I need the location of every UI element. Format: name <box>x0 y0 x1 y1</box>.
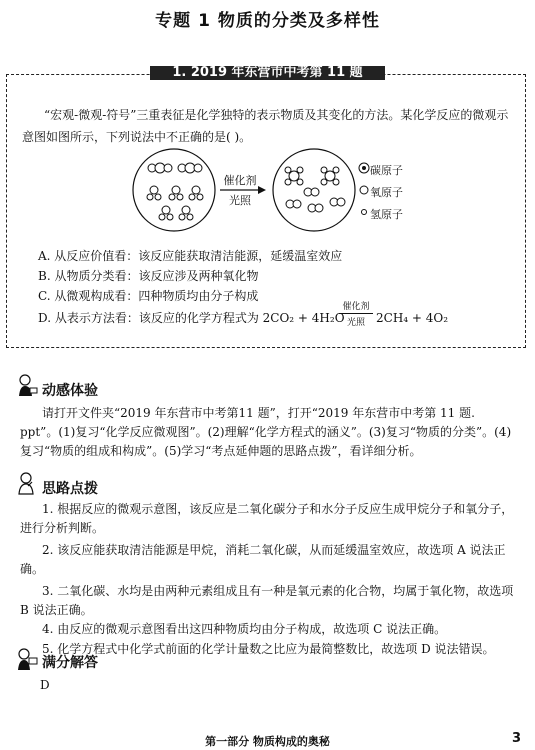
option-c: C. 从微观构成看：四种物质均由分子构成 <box>38 289 259 303</box>
equation-condition-top: 催化剂 <box>342 302 370 312</box>
person-icon <box>16 374 38 398</box>
product-molecules <box>285 167 345 212</box>
answer-text: D <box>40 678 50 692</box>
legend-carbon: 碳原子 <box>370 164 403 177</box>
equation-products: 2CH₄ + 4O₂ <box>376 311 449 325</box>
condition-light: 光照 <box>229 194 251 207</box>
reaction-diagram <box>130 146 410 236</box>
dynamic-text: 请打开文件夹“2019 年东营市中考第11 题”，打开“2019 年东营市中考第 11 题. ppt”。(1)复习“化学反应微观图”。(2)理解“化学方程式的涵义”。(3)复习“物质的分类”。(4)复习“物质的组成和构成”。(5)学习“考点延伸题的思路点拨”，看详细分析。 <box>20 406 512 458</box>
question-text: “宏观-微观-符号”三重表征是化学独特的表示物质及其变化的方法。某化学反应的微观示意图如图所示，下列说法中不正确的是( )。 <box>22 108 509 144</box>
legend-oxygen: 氧原子 <box>370 186 403 199</box>
page-number: 3 <box>512 731 522 746</box>
option-b: B. 从物质分类看：该反应涉及两种氧化物 <box>38 269 259 283</box>
thinking-item-2: 2. 该反应能获取清洁能源是甲烷，消耗二氧化碳，从而延缓温室效应，故选项 A 说法正确。 <box>20 543 506 576</box>
page-title: 专题 1 物质的分类及多样性 <box>155 11 380 31</box>
page-footer: 第一部分 物质构成的奥秘 <box>205 735 330 748</box>
option-a: A. 从反应价值看：该反应能获取清洁能源，延缓温室效应 <box>38 249 343 263</box>
thinking-item-4: 4. 由反应的微观示意图看出这四种物质均由分子构成，故选项 C 说法正确。 <box>42 622 447 636</box>
legend-symbols <box>359 163 369 215</box>
reactant-molecules <box>147 163 203 220</box>
problem-header: 1. 2019 年东营市中考第 11 题 <box>150 66 385 80</box>
thinking-item-1: 1. 根据反应的微观示意图，该反应是二氧化碳分子和水分子反应生成甲烷分子和氧分子，进行分析判断。 <box>20 502 514 535</box>
thinking-item-5: 5. 化学方程式中化学式前面的化学计量数之比应为最简整数比，故选项 D 说法错误。 <box>42 642 495 656</box>
equation-condition-bottom: 光照 <box>346 318 365 328</box>
option-d: D. 从表示方法看：该反应的化学方程式为 2CO₂ + 4H₂O <box>38 311 345 325</box>
thinker-icon <box>16 472 38 496</box>
reading-person-icon <box>16 648 38 672</box>
section-title-dynamic: 动感体验 <box>42 383 98 399</box>
section-title-thinking: 思路点拨 <box>42 481 98 497</box>
thinking-item-3: 3. 二氧化碳、水均是由两种元素组成且有一种是氧元素的化合物，均属于氧化物，故选项 B 说法正确。 <box>20 584 514 617</box>
legend-hydrogen: 氢原子 <box>370 208 403 221</box>
equation-arrow <box>339 313 373 314</box>
section-title-answer: 满分解答 <box>42 655 98 671</box>
condition-catalyst: 催化剂 <box>223 174 257 187</box>
